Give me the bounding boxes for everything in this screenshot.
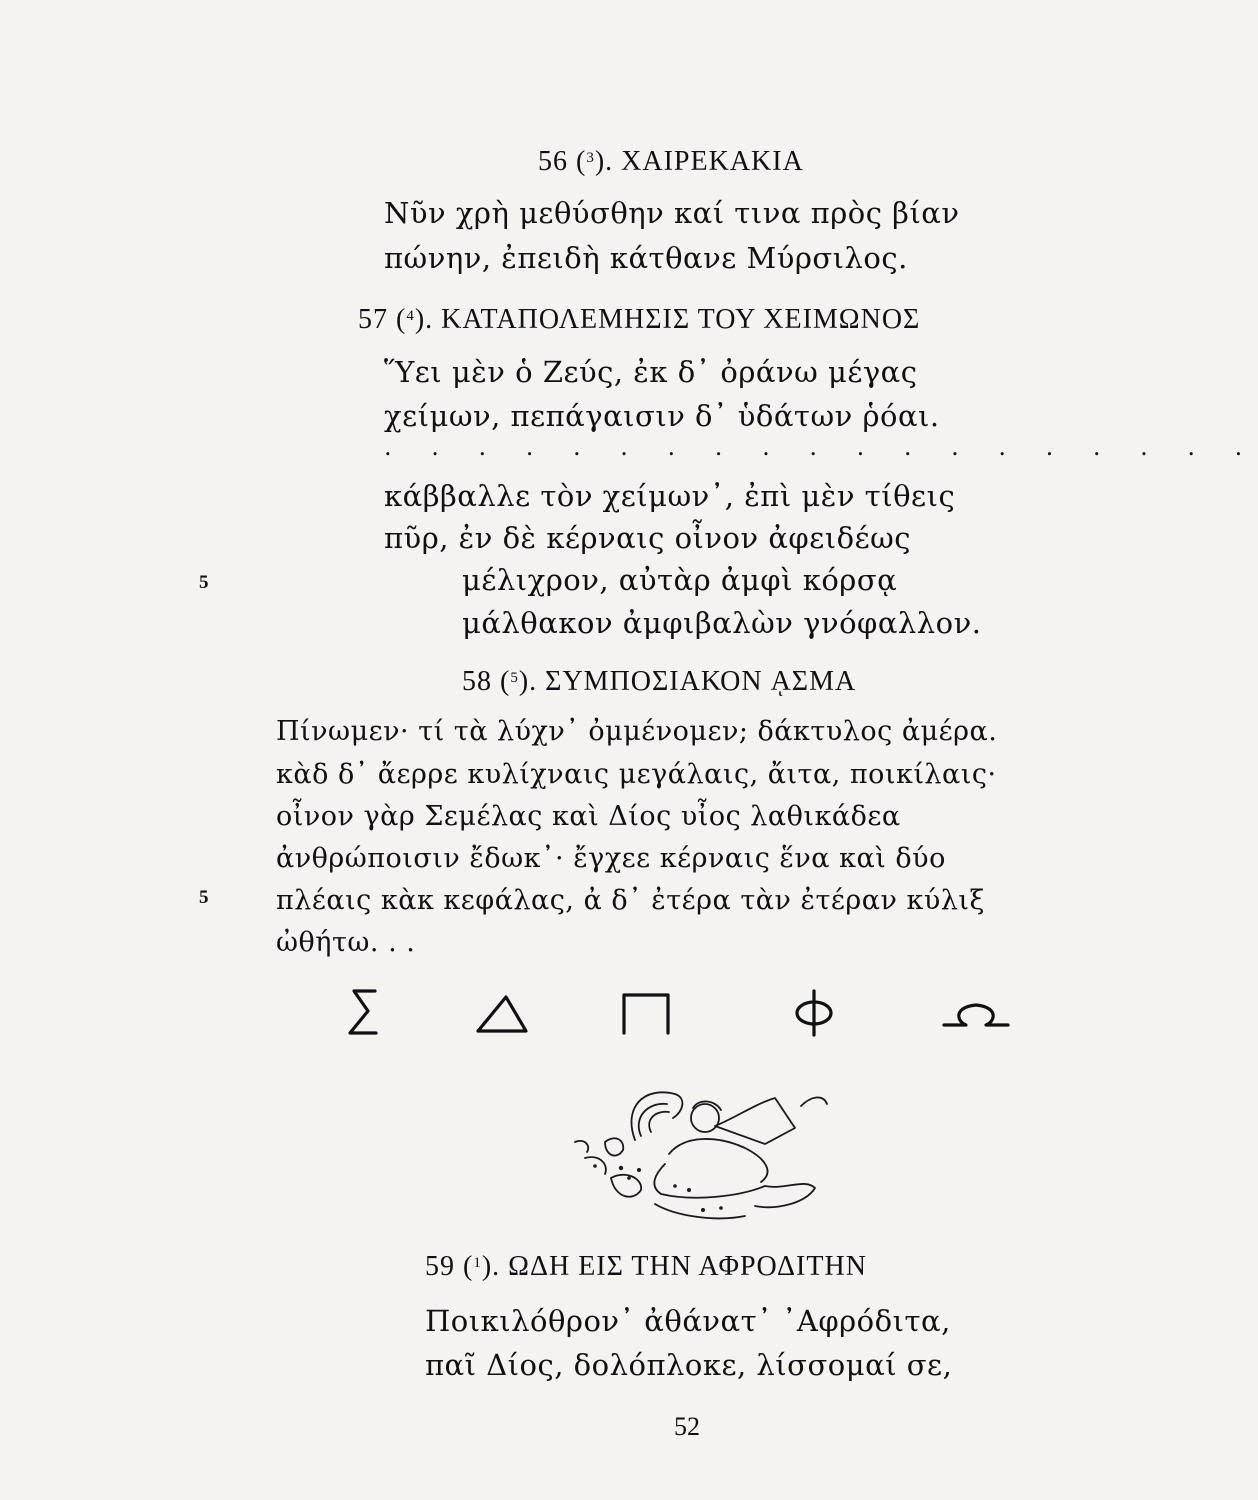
poem-58-line-2: κὰδ δ᾽ ἄερρε κυλίχναις μεγάλαις, ἄιτα, ποικίλαις· — [276, 759, 997, 790]
poem-57-lacuna: . . . . . . . . . . . . . . . . . . . — [384, 433, 1258, 461]
poem-57-heading: 57 ($^4$). ΚΑΤΑΠΟΛΕΜΗΣΙΣ ΤΟΥ ΧΕΙΜΩΝΟΣ — [358, 304, 921, 335]
poem-59-heading: 59 ($^1$). ΩΔΗ ΕΙΣ ΤΗΝ ΑΦΡΟΔΙΤΗΝ — [425, 1251, 867, 1282]
poem-58-line-number: 5 — [199, 887, 209, 908]
poem-57-line-3: κάββαλλε τὸν χείμων᾽, ἐπὶ μὲν τίθεις — [384, 479, 956, 513]
poem-58-heading: 58 ($^5$). ΣΥΜΠΟΣΙΑΚΟΝ ᾼΣΜΑ — [462, 666, 857, 697]
poem-58-line-4: ἀνθρώποισιν ἔδωκ᾽· ἔγχεε κέρναις ἕνα καὶ δύο — [276, 843, 946, 874]
sappho-letters-drawing — [330, 985, 1050, 1045]
poem-57-line-4: πῦρ, ἐν δὲ κέρναις οἶνον ἀφειδέως — [384, 521, 911, 555]
poem-59-line-2: παῖ Δίος, δολόπλοκε, λίσσομαί σε, — [425, 1348, 953, 1382]
poem-58-line-3: οἶνον γὰρ Σεμέλας καὶ Δίος υἶος λαθικάδεα — [276, 801, 901, 832]
poem-58-line-6: ὠθήτω. . . — [276, 927, 416, 958]
poem-58-line-5: πλέαις κὰκ κεφάλας, ἀ δ᾽ ἐτέρα τὰν ἐτέραν κύλιξ — [276, 885, 985, 916]
poem-57-line-2: χείμων, πεπάγαισιν δ᾽ ὑδάτων ῥόαι. — [384, 399, 940, 433]
poem-58-line-1: Πίνωμεν· τί τὰ λύχν᾽ ὀμμένομεν; δάκτυλος ἀμέρα. — [276, 716, 998, 747]
poem-56-line-2: πώνην, ἐπειδὴ κάτθανε Μύρσιλος. — [384, 241, 908, 275]
poem-56-heading: 56 ($^3$). ΧΑΙΡΕΚΑΚΙΑ — [538, 146, 804, 177]
poem-57-line-5: μέλιχρον, αὐτὰρ ἀμφὶ κόρσᾳ — [462, 563, 898, 597]
sappho-lettering — [330, 985, 1050, 1049]
poem-57-line-6: μάλθακον ἀμφιβαλὼν γνόφαλλον. — [462, 606, 982, 640]
poem-56-line-1: Νῦν χρὴ μεθύσθην καί τινα πρὸς βίαν — [384, 196, 960, 230]
poem-57-line-1: Ὕει μὲν ὁ Ζεύς, ἐκ δ᾽ ὀράνω μέγας — [384, 355, 918, 389]
cupid-drawing — [565, 1078, 845, 1228]
poem-57-line-number: 5 — [199, 572, 209, 593]
poem-59-line-1: Ποικιλόθρον᾽ ἀθάνατ᾽ ᾿Αφρόδιτα, — [425, 1304, 951, 1338]
page-number: 52 — [674, 1412, 700, 1441]
cupid-vignette-illustration — [565, 1078, 845, 1232]
